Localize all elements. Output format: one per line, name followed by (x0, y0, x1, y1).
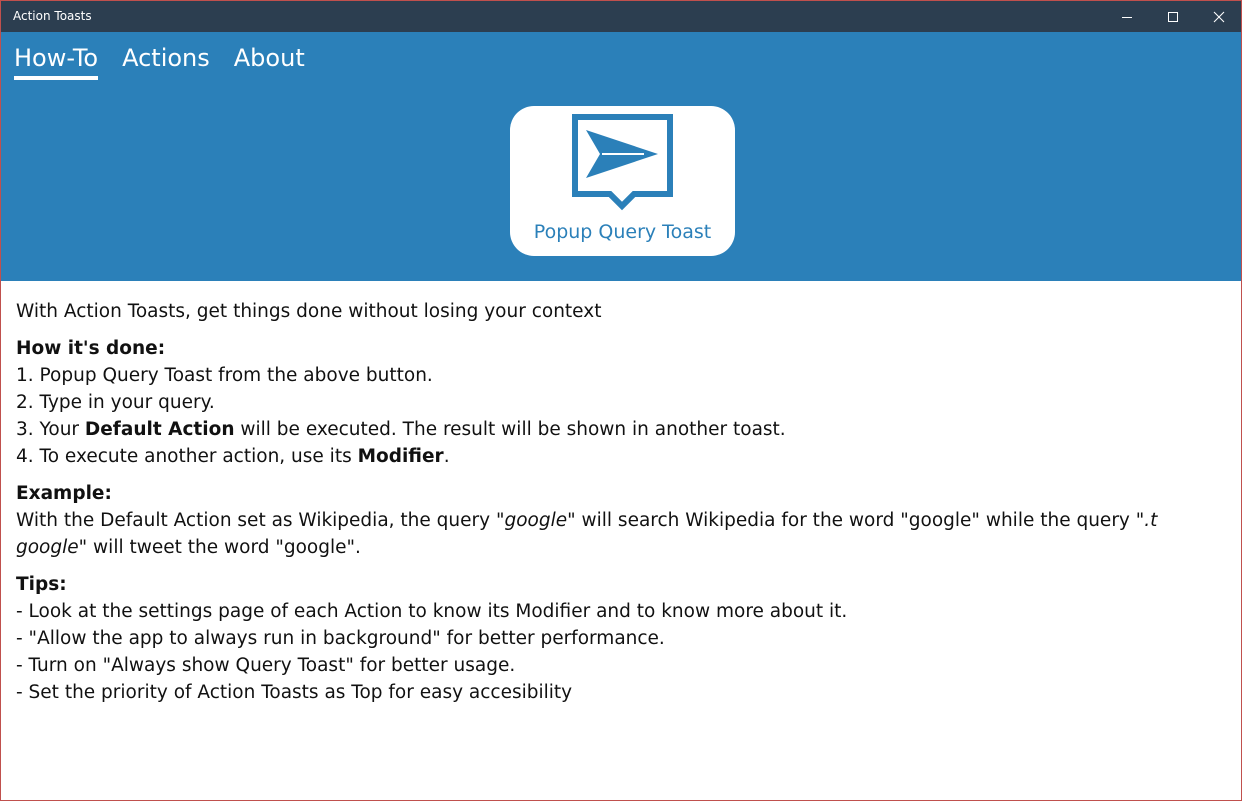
tips-heading: Tips: (16, 574, 67, 595)
maximize-button[interactable] (1150, 1, 1196, 32)
how-heading: How it's done: (16, 338, 166, 359)
example-part-2: " will search Wikipedia for the word "google" while the query " (567, 510, 1145, 531)
minimize-button[interactable] (1104, 1, 1150, 32)
minimize-icon (1121, 11, 1133, 23)
tab-about[interactable]: About (233, 44, 305, 72)
tip-item: - Set the priority of Action Toasts as Top for easy accesibility (16, 682, 573, 703)
close-icon (1213, 11, 1225, 23)
step-3-pre: 3. Your (16, 419, 85, 440)
spacer (16, 470, 1231, 480)
tab-how-to[interactable]: How-To (14, 44, 98, 80)
tip-item: - Look at the settings page of each Action to know its Modifier and to know more about it. (16, 601, 848, 622)
example-query-1: google (504, 510, 568, 531)
example-heading: Example: (16, 483, 112, 504)
example-part-3: " will tweet the word "google". (78, 537, 361, 558)
step-3-post: will be executed. The result will be shown in another toast. (234, 419, 786, 440)
tip-item: - Turn on "Always show Query Toast" for better usage. (16, 655, 516, 676)
spacer (16, 561, 1231, 571)
window-title: Action Toasts (13, 9, 92, 23)
tip-item: - "Allow the app to always run in background" for better performance. (16, 628, 665, 649)
send-message-icon (572, 114, 673, 216)
step-3 (16, 416, 1231, 443)
query-button-label: Popup Query Toast (533, 221, 712, 243)
step-4-modifier: Modifier (357, 446, 444, 467)
example-part-1: With the Default Action set as Wikipedia, the query " (16, 510, 505, 531)
how-to-content (16, 298, 1231, 706)
step-4-post: . (443, 446, 450, 467)
step-4-pre: 4. To execute another action, use its (16, 446, 358, 467)
step-3-default-action: Default Action (84, 419, 235, 440)
step-1: 1. Popup Query Toast from the above button. (16, 365, 433, 386)
maximize-icon (1167, 11, 1179, 23)
example-text (16, 507, 1231, 561)
title-bar[interactable] (1, 1, 1241, 32)
header-band (1, 32, 1241, 281)
tab-actions[interactable]: Actions (122, 44, 210, 72)
intro-text: With Action Toasts, get things done without losing your context (16, 301, 602, 322)
step-2: 2. Type in your query. (16, 392, 215, 413)
nav-tabs (14, 44, 329, 80)
close-button[interactable] (1196, 1, 1242, 32)
step-4 (16, 443, 1231, 470)
example-query-2: .t google (16, 510, 1158, 558)
popup-query-toast-button[interactable] (510, 106, 735, 256)
